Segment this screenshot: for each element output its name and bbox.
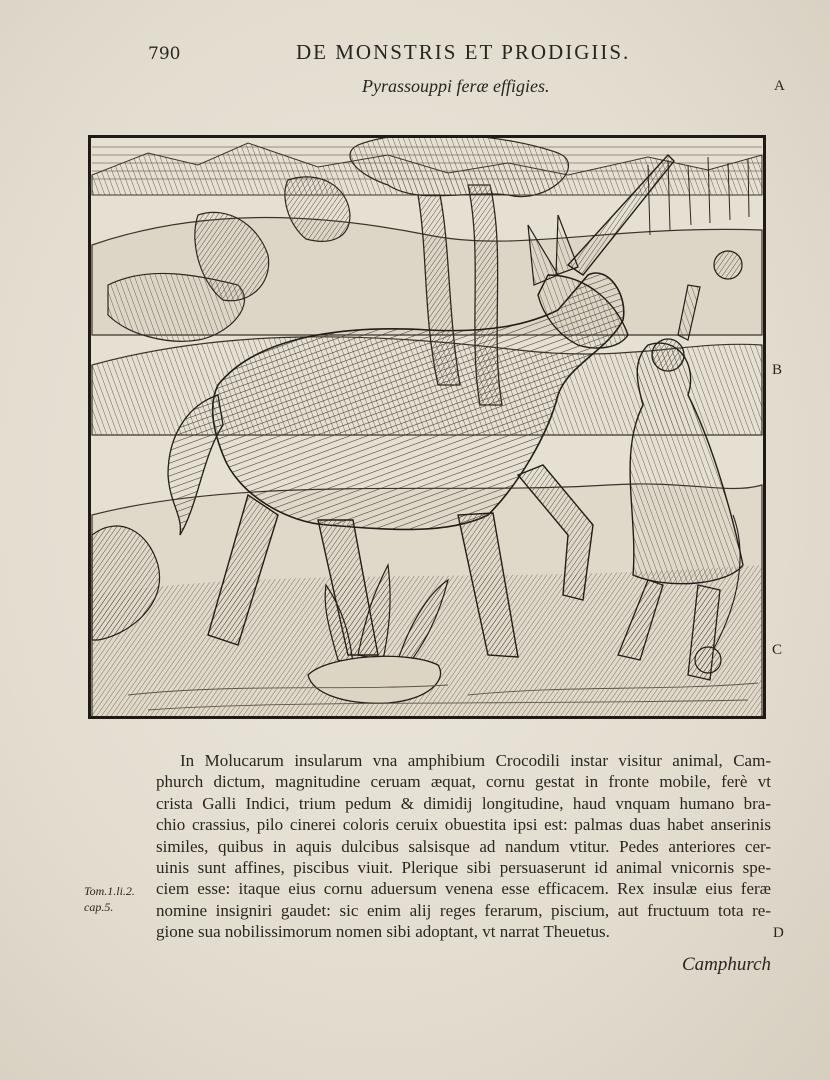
margin-letter-a: A [774,78,785,94]
margin-letter-d: D [773,925,784,941]
figure-caption: Pyrassouppi feræ effigies. [362,76,550,96]
body-line: crista Galli Indici, trium pedum & dimidij longitudine, haud vnquam humano bra- [156,793,771,813]
body-line: phurch dictum, magnitudine ceruam æquat, cornu gestat in fronte mobile, ferè vt [156,772,771,792]
marginal-note-line: cap.5. [84,900,114,914]
running-head: DE MONSTRIS ET PRODIGIIS. [296,40,631,64]
body-line: nomine insigniri gaudet: sic enim alij reges ferarum, piscium, aut fructuum tota re- [156,900,771,920]
body-line: chio crassius, pilo cinerei coloris ceruix obuestita ipsi est: palmas duas habet anserinis [156,815,771,835]
body-line: In Molucarum insularum vna amphibium Crocodili instar visitur animal, Cam- [180,751,771,770]
body-line: ciem esse: itaque eius cornu aduersum venena esse efficacem. Rex insulæ eius feræ [156,879,771,899]
body-text [156,750,771,943]
body-line: uinis sunt affines, piscibus viuit. Plerique sibi persuaserunt id animal vnicornis spe- [156,858,771,878]
catchword: Camphurch [682,954,772,975]
marginal-note-line: Tom.1.li.2. [84,884,135,898]
margin-letter-c: C [772,642,783,658]
woodcut-illustration [88,135,766,719]
body-line: gione sua nobilissimorum nomen sibi adoptant, vt narrat Theuetus. [156,922,610,942]
marginal-note [84,883,135,915]
woodcut-picture [88,135,766,719]
margin-letter-b: B [772,362,783,378]
page-number: 790 [148,44,181,64]
body-line: similes, quibus in aquis dulcibus salsisque ad nandum vtitur. Pedes anteriores cer- [156,836,771,856]
